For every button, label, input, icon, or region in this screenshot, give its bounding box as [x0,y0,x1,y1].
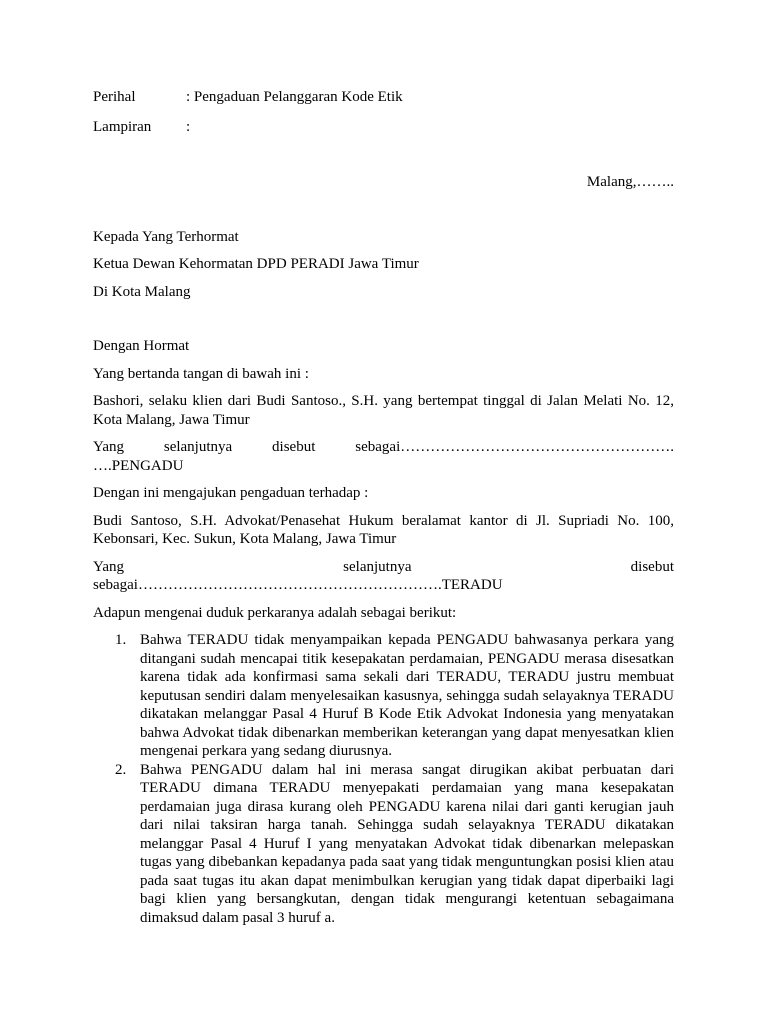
recipient-line-3: Di Kota Malang [93,283,191,300]
case-intro: Adapun mengenai duduk perkaranya adalah sebagai berikut: [93,604,457,621]
list-item [93,631,674,761]
list-item-number: 2. [115,761,127,778]
list-item-text: Bahwa TERADU tidak menyampaikan kepada PENGADU bahwasanya perkara yang ditangani sudah mencapai titik kesepakatan perdamaian, PENGADU merasa disesatkan karena tidak ada konfirmasi sama sekali dari TERADU, TERADU justru membuat keputusan sendiri dalam menyelesaikan kasusnya, sehingga sudah selayaknya TERADU dikatakan melanggar Pasal 4 Huruf B Kode Etik Advokat Indonesia yang menyatakan bahwa Advokat tidak dibenarkan memberikan keterangan yang dapat menyesatkan klien mengenai perkara yang sedang diurusnya. [140,632,674,759]
list-item-number: 1. [115,632,127,648]
lampiran-row [93,118,674,137]
intro-text: Yang bertanda tangan di bawah ini : [93,365,309,382]
list-item [93,761,674,928]
lampiran-value: : [186,118,191,135]
list-item-text: Bahwa PENGADU dalam hal ini merasa sangat dirugikan akibat perbuatan dari TERADU dimana TERADU menyepakati perdamaian yang mana kesepakatan perdamaian juga dirasa kurang oleh PENGADU karena nilai dari ganti kerugian jauh dari nilai taksiran harga tanah. Sehingga sudah selayaknya TERADU dikatakan melanggar Pasal 4 Huruf I yang menyatakan Advokat tidak dibenarkan melepaskan tugas yang dibebankan kepadanya pada saat yang tidak menguntungkan posisi klien atau pada saat tugas itu akan dapat menimbulkan kerugian yang tidak dapat diperbaiki lagi bagi klien yang bersangkutan, dengan tidak mengurangi ketentuan sebagaimana dimaksud dalam pasal 3 huruf a. [140,761,674,926]
respondent-ref-line-1: Yang selanjutnya disebut [93,558,674,575]
recipient-line-2: Ketua Dewan Kehormatan DPD PERADI Jawa Timur [93,256,419,272]
recipient-line-1: Kepada Yang Terhormat [93,228,239,245]
complainant-paragraph: Bashori, selaku klien dari Budi Santoso., S.H. yang bertempat tinggal di Jalan Melati No. 12, Kota Malang, Jawa Timur [93,393,674,428]
lampiran-label: Lampiran [93,118,152,135]
complaint-intro: Dengan ini mengajukan pengaduan terhadap : [93,485,369,501]
points-list [93,631,674,927]
perihal-value: : Pengaduan Pelanggaran Kode Etik [186,89,403,105]
place-date: Malang,…….. [586,174,674,190]
respondent-paragraph: Budi Santoso, S.H. Advokat/Penasehat Hukum beralamat kantor di Jl. Supriadi No. 100, Kebonsari, Kec. Sukun, Kota Malang, Jawa Timur [93,512,674,547]
respondent-ref-line-2: sebagai…………………………………………………….TERADU [93,577,503,593]
greeting: Dengan Hormat [93,338,190,354]
perihal-row [93,88,674,107]
perihal-label: Perihal [93,89,136,105]
complainant-ref-line-1: Yang selanjutnya disebut sebagai………………………………………………. [93,439,674,455]
complainant-ref-line-2: ….PENGADU [93,457,184,474]
letter-content [93,88,674,927]
